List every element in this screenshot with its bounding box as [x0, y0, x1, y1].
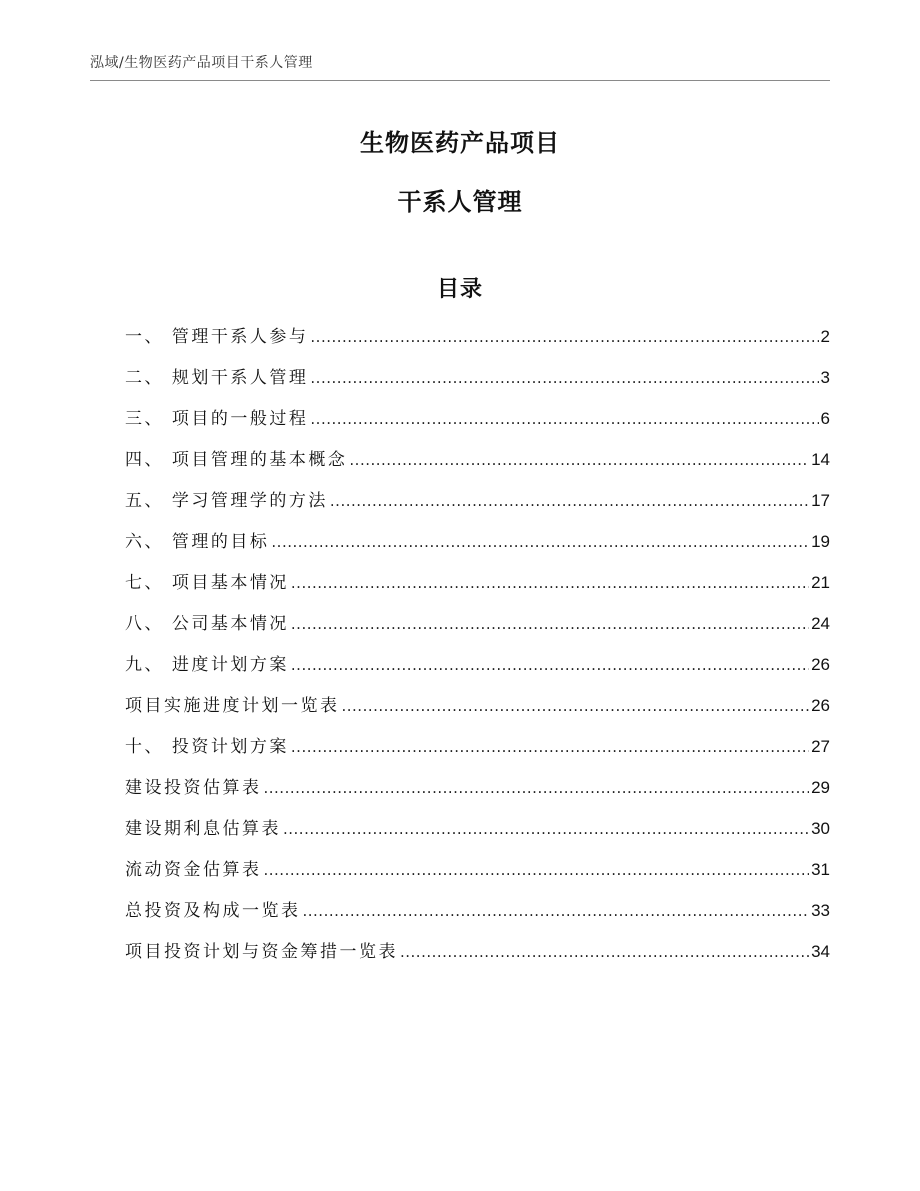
- toc-dot-leader: [283, 814, 809, 844]
- toc-entry-label: 七、 项目基本情况: [125, 573, 289, 593]
- toc-entry-page: 17: [811, 491, 830, 510]
- toc-entry[interactable]: [125, 650, 830, 691]
- toc-entry-label: 八、 公司基本情况: [125, 614, 289, 634]
- toc-entry-label: 总投资及构成一览表: [125, 901, 301, 921]
- toc-dot-leader: [330, 486, 809, 516]
- toc-dot-leader: [291, 732, 809, 762]
- toc-entry[interactable]: [125, 445, 830, 486]
- toc-entry-page: 29: [811, 778, 830, 797]
- toc-entry-label: 十、 投资计划方案: [125, 737, 289, 757]
- toc-dot-leader: [310, 322, 818, 352]
- toc-entry-page: 31: [811, 860, 830, 879]
- toc-entry-label: 五、 学习管理学的方法: [125, 491, 328, 511]
- toc-entry-label: 建设投资估算表: [125, 778, 262, 798]
- toc-entry-page: 14: [811, 450, 830, 469]
- toc-entry[interactable]: [125, 609, 830, 650]
- toc-entry-label: 六、 管理的目标: [125, 532, 270, 552]
- toc-entry-label: 四、 项目管理的基本概念: [125, 450, 348, 470]
- toc-entry-label: 建设期利息估算表: [125, 819, 281, 839]
- document-title-line-2: 干系人管理: [397, 188, 523, 216]
- toc-dot-leader: [264, 773, 810, 803]
- toc-dot-leader: [342, 691, 810, 721]
- toc-dot-leader: [291, 650, 809, 680]
- toc-heading: 目录: [436, 277, 483, 302]
- toc-dot-leader: [271, 527, 809, 557]
- toc-entry[interactable]: [125, 732, 830, 773]
- toc-dot-leader: [303, 896, 810, 926]
- table-of-contents: [125, 322, 830, 978]
- toc-entry[interactable]: [125, 363, 830, 404]
- toc-entry-page: 26: [811, 655, 830, 674]
- toc-entry-page: 21: [811, 573, 830, 592]
- toc-entry-page: 33: [811, 901, 830, 920]
- toc-entry[interactable]: [125, 568, 830, 609]
- toc-entry-page: 27: [811, 737, 830, 756]
- toc-entry-label: 一、 管理干系人参与: [125, 327, 309, 347]
- toc-dot-leader: [400, 937, 809, 967]
- toc-entry[interactable]: [125, 896, 830, 937]
- toc-entry-page: 6: [820, 409, 830, 428]
- toc-dot-leader: [291, 609, 809, 639]
- toc-entry[interactable]: [125, 773, 830, 814]
- toc-entry[interactable]: [125, 937, 830, 978]
- toc-entry[interactable]: [125, 486, 830, 527]
- toc-entry-page: 24: [811, 614, 830, 633]
- toc-entry-label: 二、 规划干系人管理: [125, 368, 309, 388]
- toc-dot-leader: [349, 445, 809, 475]
- toc-entry[interactable]: [125, 527, 830, 568]
- toc-entry-label: 项目实施进度计划一览表: [125, 696, 340, 716]
- toc-entry-label: 三、 项目的一般过程: [125, 409, 309, 429]
- toc-entry[interactable]: [125, 855, 830, 896]
- toc-entry-page: 26: [811, 696, 830, 715]
- toc-entry-label: 九、 进度计划方案: [125, 655, 289, 675]
- toc-dot-leader: [310, 404, 818, 434]
- toc-dot-leader: [291, 568, 809, 598]
- toc-entry[interactable]: [125, 404, 830, 445]
- toc-entry-page: 3: [820, 368, 830, 387]
- toc-entry-label: 项目投资计划与资金筹措一览表: [125, 942, 398, 962]
- toc-entry-page: 30: [811, 819, 830, 838]
- toc-dot-leader: [310, 363, 818, 393]
- running-header: 泓域/生物医药产品项目干系人管理: [90, 52, 830, 81]
- toc-entry-page: 34: [811, 942, 830, 961]
- toc-entry-page: 2: [820, 327, 830, 346]
- toc-entry[interactable]: [125, 814, 830, 855]
- toc-entry-label: 流动资金估算表: [125, 860, 262, 880]
- toc-entry-page: 19: [811, 532, 830, 551]
- toc-entry[interactable]: [125, 322, 830, 363]
- toc-entry[interactable]: [125, 691, 830, 732]
- document-title-line-1: 生物医药产品项目: [360, 129, 560, 157]
- toc-dot-leader: [264, 855, 810, 885]
